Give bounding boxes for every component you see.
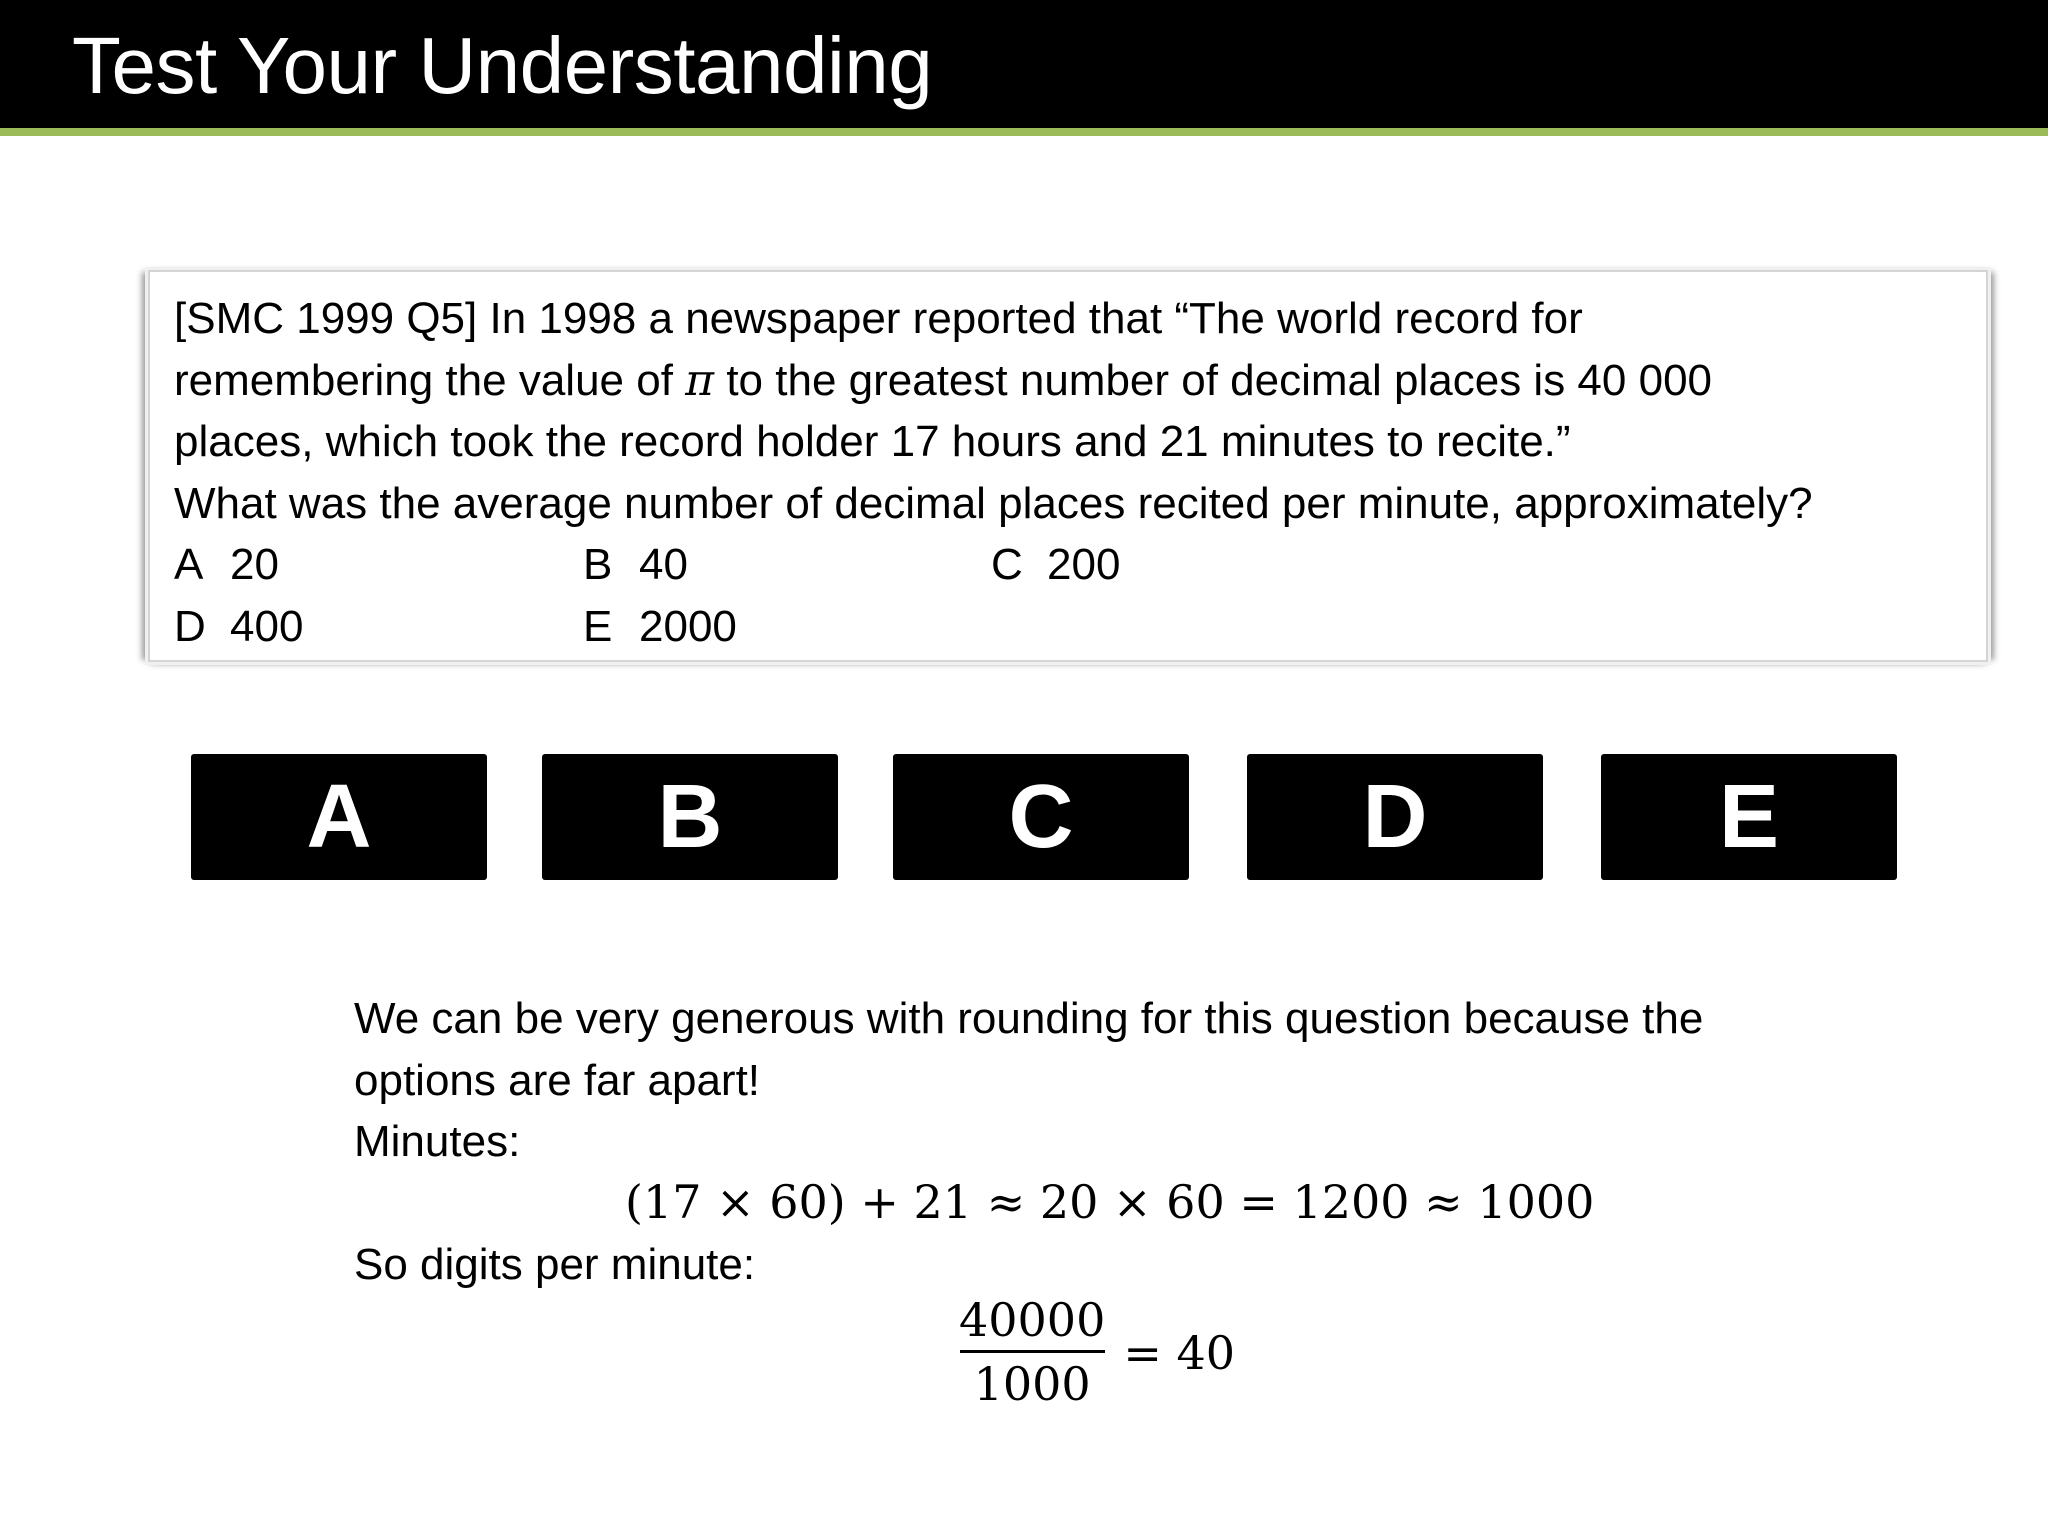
- option-d: [174, 596, 303, 658]
- answer-button-b[interactable]: B: [542, 754, 838, 880]
- digits-per-minute-fraction: [955, 1290, 1235, 1415]
- solution-line-4: So digits per minute:: [354, 1240, 756, 1289]
- option-b: [583, 534, 688, 596]
- question-line-1: [SMC 1999 Q5] In 1998 a newspaper reported that “The world record for: [174, 294, 1583, 343]
- option-value: 40: [639, 540, 688, 589]
- question-box: [148, 270, 1988, 662]
- option-letter: E: [583, 601, 613, 651]
- solution-text: [354, 988, 1854, 1296]
- option-value: 2000: [639, 601, 737, 651]
- solution-line-2: options are far apart!: [354, 1055, 761, 1105]
- option-letter: D: [174, 601, 206, 651]
- answer-button-c[interactable]: C: [893, 754, 1189, 880]
- minutes-equation: (17 × 60) + 21 ≈ 20 × 60 = 1200 ≈ 1000: [625, 1175, 1595, 1229]
- options-row-1: [174, 534, 1962, 596]
- fraction-stack: [955, 1290, 1109, 1415]
- option-c: [991, 534, 1120, 596]
- question-line-4: What was the average number of decimal places recited per minute, approximately?: [174, 478, 1813, 528]
- accent-strip: [0, 128, 2048, 136]
- options-row-2: [174, 596, 1962, 658]
- option-letter: C: [991, 540, 1023, 589]
- question-line-2-start: remembering the value of: [174, 355, 673, 405]
- option-value: 200: [1047, 540, 1121, 589]
- answer-button-a[interactable]: A: [191, 754, 487, 880]
- fraction-denominator: 1000: [973, 1357, 1091, 1411]
- pi-symbol: π: [685, 354, 715, 406]
- answer-button-e[interactable]: E: [1601, 754, 1897, 880]
- answer-button-d[interactable]: D: [1247, 754, 1543, 880]
- option-value: 20: [230, 540, 279, 589]
- question-line-2-end: to the greatest number of decimal places is 40 000: [726, 355, 1713, 405]
- question-line-2: [174, 350, 1962, 412]
- option-letter: A: [174, 540, 204, 589]
- option-e: [583, 596, 737, 658]
- option-a: [174, 534, 279, 596]
- question-line-3: places, which took the record holder 17 hours and 21 minutes to recite.”: [174, 417, 1571, 466]
- fraction-numerator: 40000: [959, 1293, 1106, 1347]
- page-title: Test Your Understanding: [72, 21, 933, 110]
- solution-line-3: Minutes:: [354, 1117, 521, 1166]
- solution-line-1: We can be very generous with rounding for this question because the: [354, 994, 1704, 1043]
- option-value: 400: [230, 601, 304, 651]
- option-letter: B: [583, 540, 613, 589]
- title-bar: [0, 0, 2048, 128]
- fraction-result: = 40: [1123, 1325, 1236, 1380]
